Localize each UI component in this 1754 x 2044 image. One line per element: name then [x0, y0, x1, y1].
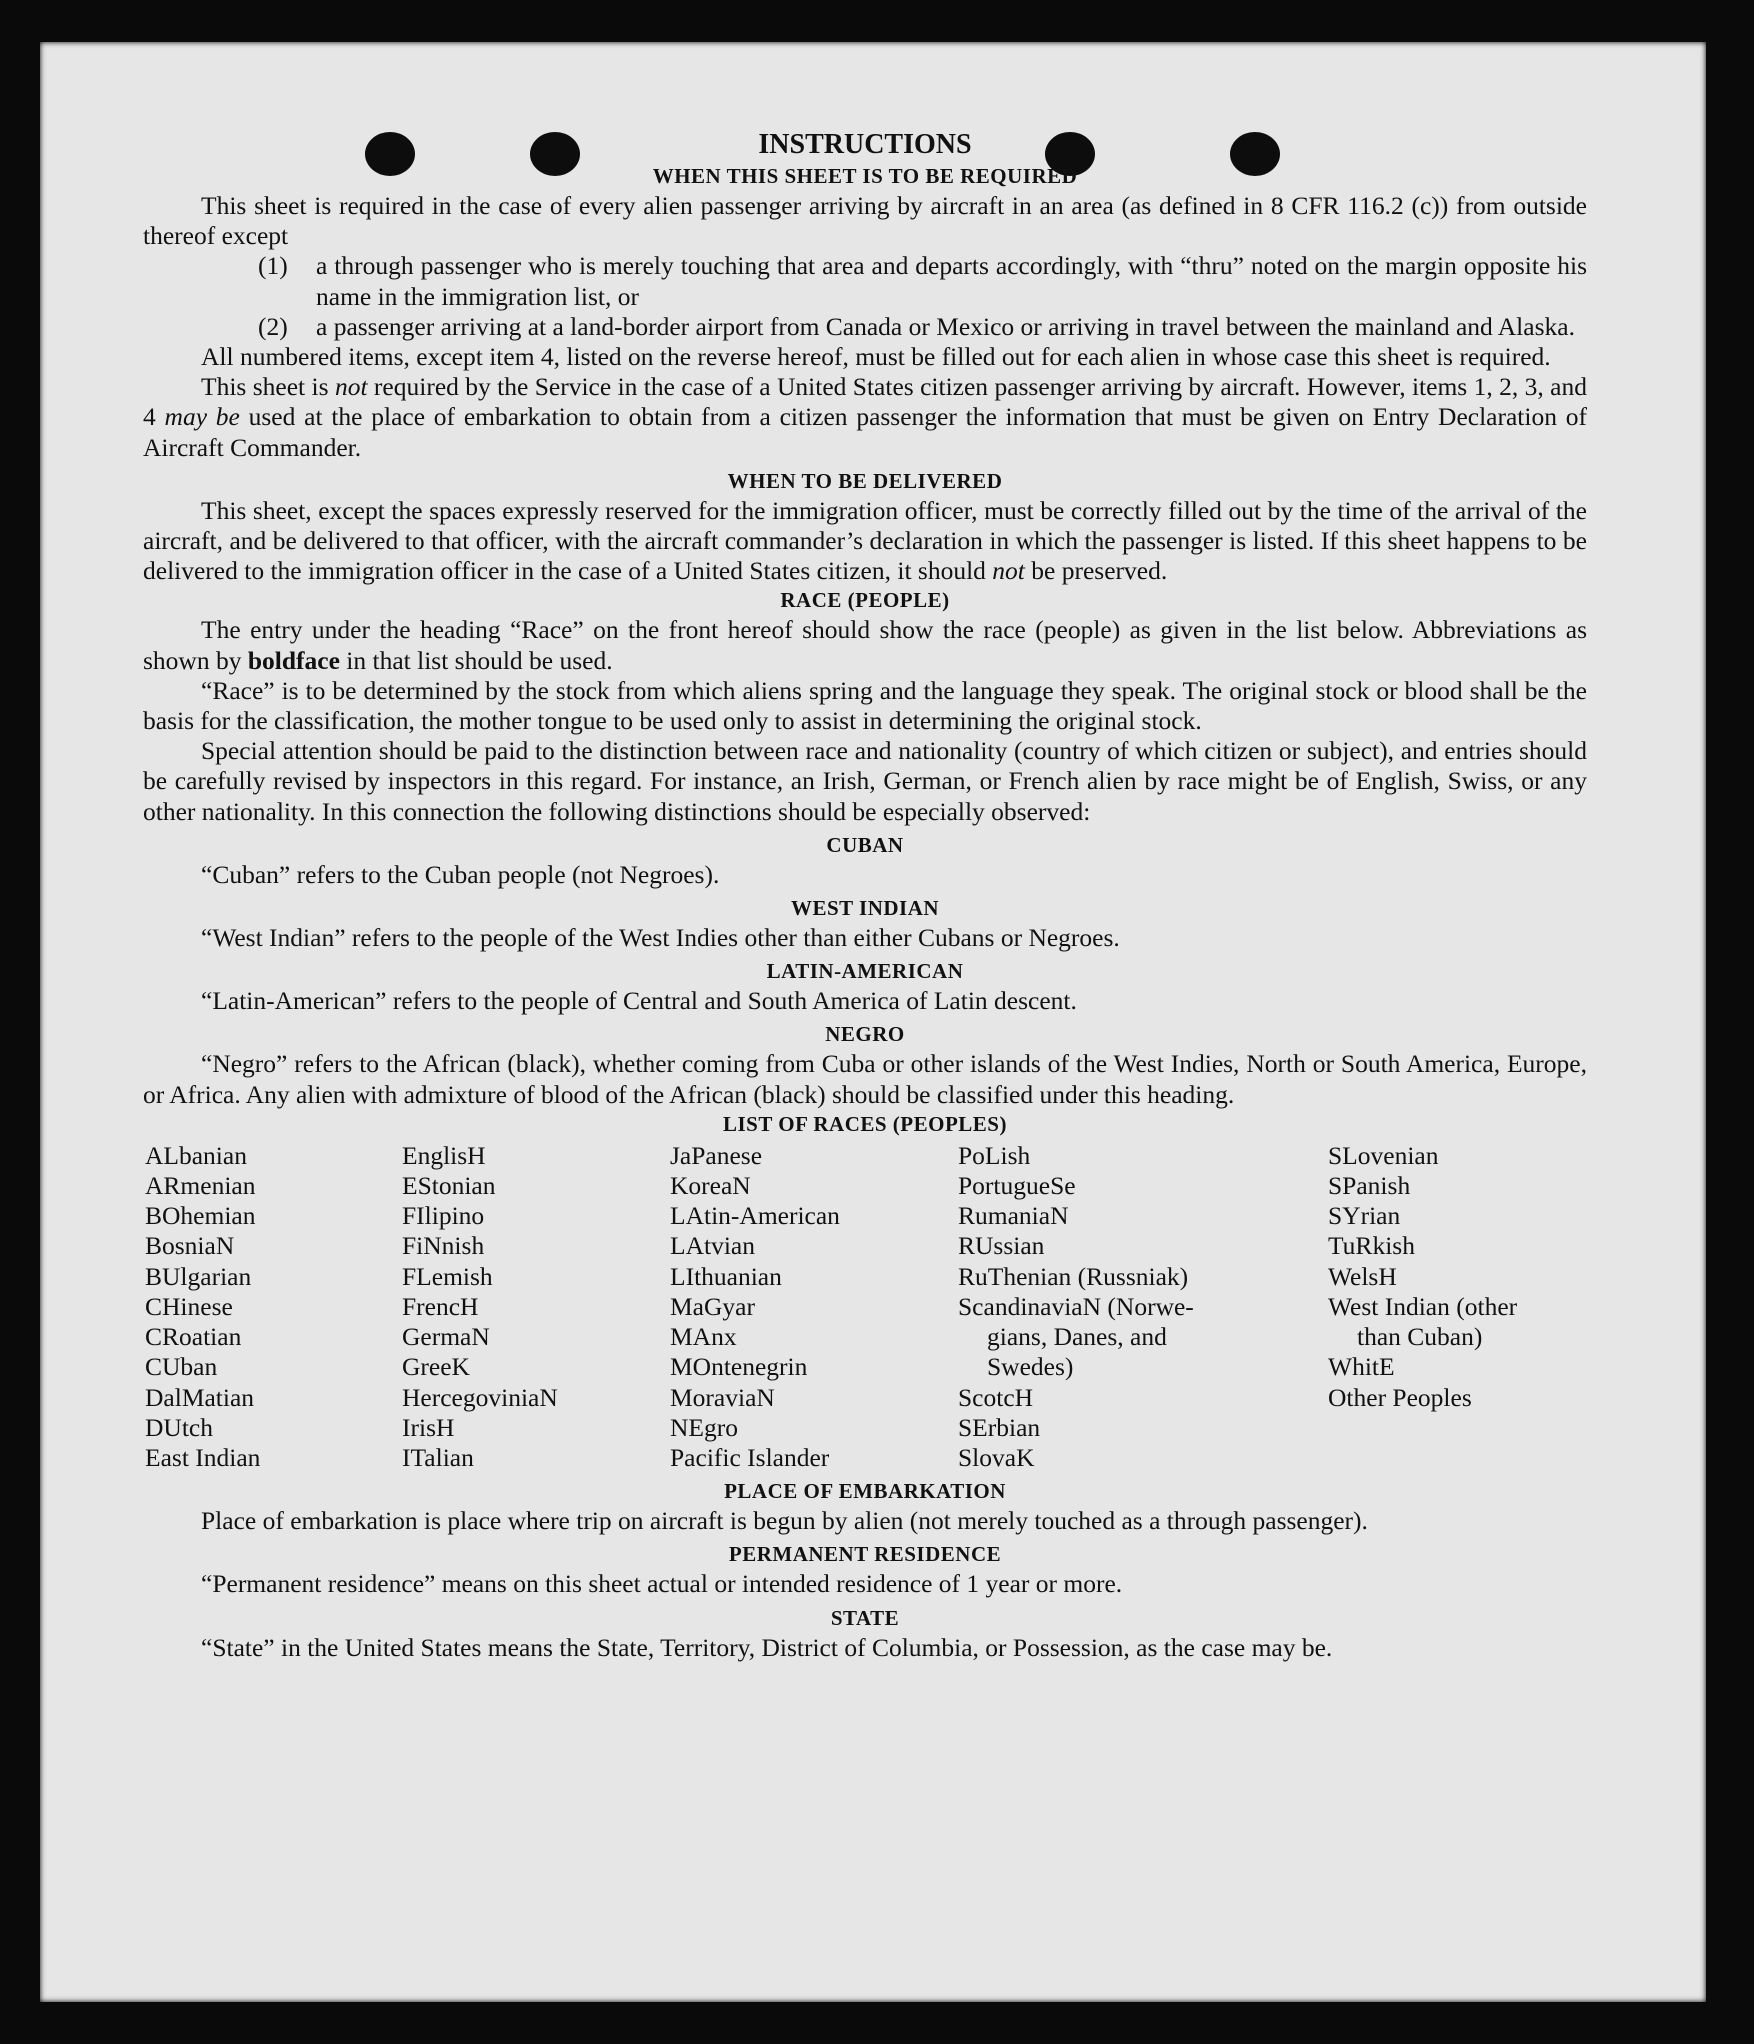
- text-span: required by the Service in the case of a United States citizen passenger arriving by aircraft. However, items 1, 2, 3, and 4: [143, 372, 1587, 432]
- paragraph: All numbered items, except item 4, listed on the reverse hereof, must be filled out for each alien in whose case this sheet is required.: [201, 342, 1551, 372]
- race-item: MOntenegrin: [670, 1352, 808, 1382]
- race-item: RumaniaN: [958, 1201, 1069, 1231]
- race-item: DalMatian: [145, 1382, 255, 1412]
- text-span: used at the place of embarkation to obtain from a citizen passenger the information that must be given on Entry Declaration of Aircraft Commander.: [143, 402, 1587, 462]
- item-number: (2): [258, 311, 288, 341]
- italic-text: may be: [164, 402, 240, 432]
- race-column: [670, 1141, 958, 1473]
- paragraph: “Latin-American” refers to the people of Central and South America of Latin descent.: [201, 986, 1077, 1016]
- paragraph: “State” in the United States means the State, Territory, District of Columbia, or Possession, as the case may be.: [201, 1632, 1333, 1662]
- race-item: JaPanese: [670, 1140, 763, 1170]
- race-item: SYrian: [1328, 1201, 1401, 1231]
- race-item: FIlipino: [402, 1201, 485, 1231]
- section-heading: PERMANENT RESIDENCE: [728, 1542, 1002, 1567]
- paragraph: “Cuban” refers to the Cuban people (not Negroes).: [201, 859, 720, 889]
- race-item: GreeK: [402, 1352, 470, 1382]
- race-item-continuation: Swedes): [987, 1352, 1074, 1382]
- instructions-content: [143, 128, 1587, 1663]
- paragraph: “Negro” refers to the African (black), whether coming from Cuba or other islands of the West Indies, North or South America, Europe, or Africa. Any alien with admixture of blood of the African (black) should be classified under this heading.: [143, 1049, 1587, 1109]
- race-item: FrencH: [402, 1291, 479, 1321]
- race-item: LAtin-American: [670, 1201, 840, 1231]
- race-item: GermaN: [402, 1322, 490, 1352]
- page-title: INSTRUCTIONS: [758, 129, 972, 160]
- race-item: MAnx: [670, 1322, 737, 1352]
- race-item: PortugueSe: [958, 1171, 1076, 1201]
- section-heading: WHEN TO BE DELIVERED: [727, 468, 1003, 493]
- italic-text: not: [334, 372, 368, 402]
- race-item: SlovaK: [958, 1442, 1035, 1472]
- race-item: WhitE: [1328, 1352, 1395, 1382]
- list-item: [258, 251, 1587, 311]
- race-item: KoreaN: [670, 1171, 751, 1201]
- text-span: This sheet, except the spaces expressly reserved for the immigration officer, must be correctly filled out by the time of the arrival of the aircraft, and be delivered to that officer, with the aircraft commander’s declaration in which the passenger is listed. If this sheet happens to be delivered to the immigration officer in the case of a United States citizen, it should: [143, 495, 1587, 586]
- paragraph: [143, 372, 1587, 463]
- race-item-continuation: than Cuban): [1357, 1322, 1483, 1352]
- race-item: MoraviaN: [670, 1382, 775, 1412]
- race-item: PoLish: [958, 1140, 1031, 1170]
- race-item: Other Peoples: [1328, 1382, 1472, 1412]
- race-item: HercegoviniaN: [402, 1382, 558, 1412]
- race-column: [402, 1141, 670, 1473]
- race-column: [958, 1141, 1328, 1473]
- race-item: CHinese: [145, 1291, 233, 1321]
- text-span: This sheet is: [201, 372, 335, 402]
- race-item: West Indian (other: [1328, 1291, 1518, 1321]
- race-item: ALbanian: [145, 1140, 247, 1170]
- race-item: East Indian: [145, 1442, 261, 1472]
- race-item: EnglisH: [402, 1140, 486, 1170]
- text-span: The entry under the heading “Race” on the front hereof should show the race (people) as given in the list below. Abbreviations as shown by: [143, 615, 1587, 675]
- race-item: RuThenian (Russniak): [958, 1261, 1189, 1291]
- paragraph: Place of embarkation is place where trip on aircraft is begun by alien (not merely touched as a through passenger).: [201, 1506, 1368, 1536]
- section-heading: WEST INDIAN: [790, 896, 940, 921]
- paragraph: This sheet is required in the case of every alien passenger arriving by aircraft in an area (as defined in 8 CFR 116.2 (c)) from outside thereof except: [143, 191, 1587, 251]
- race-item: EStonian: [402, 1171, 496, 1201]
- section-heading: WHEN THIS SHEET IS TO BE REQUIRED: [652, 164, 1078, 188]
- paragraph: “West Indian” refers to the people of the West Indies other than either Cubans or Negroes.: [201, 923, 1120, 953]
- race-item: LIthuanian: [670, 1261, 782, 1291]
- race-list: [145, 1141, 1587, 1473]
- section-heading: RACE (PEOPLE): [780, 588, 950, 613]
- race-column: [145, 1141, 402, 1473]
- race-item: MaGyar: [670, 1291, 755, 1321]
- paragraph: [143, 615, 1587, 675]
- section-heading: NEGRO: [825, 1022, 905, 1047]
- race-item: ITalian: [402, 1442, 474, 1472]
- race-item: DUtch: [145, 1412, 213, 1442]
- race-item: BosniaN: [145, 1231, 235, 1261]
- race-column: [1328, 1141, 1588, 1473]
- paragraph: “Race” is to be determined by the stock from which aliens spring and the language they speak. The original stock or blood shall be the basis for the classification, the mother tongue to be used only to assist in determining the original stock.: [143, 675, 1587, 736]
- item-text: a passenger arriving at a land-border airport from Canada or Mexico or arriving in travel between the mainland and Alaska.: [316, 311, 1575, 341]
- list-item: [258, 312, 1587, 342]
- race-item: Pacific Islander: [670, 1442, 830, 1472]
- bold-text: boldface: [247, 645, 340, 675]
- item-text: a through passenger who is merely touching that area and departs accordingly, with “thru” noted on the margin opposite his name in the immigration list, or: [316, 251, 1587, 311]
- race-item: ScandinaviaN (Norwe-: [958, 1291, 1194, 1321]
- paragraph: Special attention should be paid to the distinction between race and nationality (country of which citizen or subject), and entries should be carefully revised by inspectors in this regard. For instance, an Irish, German, or French alien by race might be of English, Swiss, or any other nationality. In this connection the following distinctions should be especially observed:: [143, 736, 1587, 826]
- race-item: SErbian: [958, 1412, 1041, 1442]
- race-item: SLovenian: [1328, 1140, 1439, 1170]
- paragraph: [143, 496, 1587, 587]
- race-item: ARmenian: [145, 1171, 256, 1201]
- text-span: in that list should be used.: [339, 645, 613, 675]
- section-heading: LIST OF RACES (PEOPLES): [723, 1111, 1007, 1136]
- race-item: WelsH: [1328, 1261, 1397, 1291]
- section-heading: PLACE OF EMBARKATION: [724, 1479, 1006, 1504]
- race-item: NEgro: [670, 1412, 738, 1442]
- race-item: TuRkish: [1328, 1231, 1415, 1261]
- race-item: IrisH: [402, 1412, 455, 1442]
- race-item: CRoatian: [145, 1322, 242, 1352]
- race-item-continuation: gians, Danes, and: [987, 1322, 1167, 1352]
- item-number: (1): [258, 251, 288, 281]
- race-item: BOhemian: [145, 1201, 256, 1231]
- race-item: RUssian: [958, 1231, 1045, 1261]
- paragraph: “Permanent residence” means on this sheet actual or intended residence of 1 year or more.: [201, 1569, 1123, 1599]
- race-item: CUban: [145, 1352, 218, 1382]
- race-item: FiNnish: [402, 1231, 485, 1261]
- text-span: be preserved.: [1024, 556, 1168, 586]
- italic-text: not: [992, 556, 1025, 586]
- section-heading: CUBAN: [826, 832, 904, 857]
- race-item: FLemish: [402, 1261, 493, 1291]
- section-heading: LATIN-AMERICAN: [766, 959, 964, 984]
- race-item: LAtvian: [670, 1231, 755, 1261]
- section-heading: STATE: [830, 1605, 900, 1630]
- race-item: SPanish: [1328, 1171, 1411, 1201]
- race-item: ScotcH: [958, 1382, 1034, 1412]
- race-item: BUlgarian: [145, 1261, 252, 1291]
